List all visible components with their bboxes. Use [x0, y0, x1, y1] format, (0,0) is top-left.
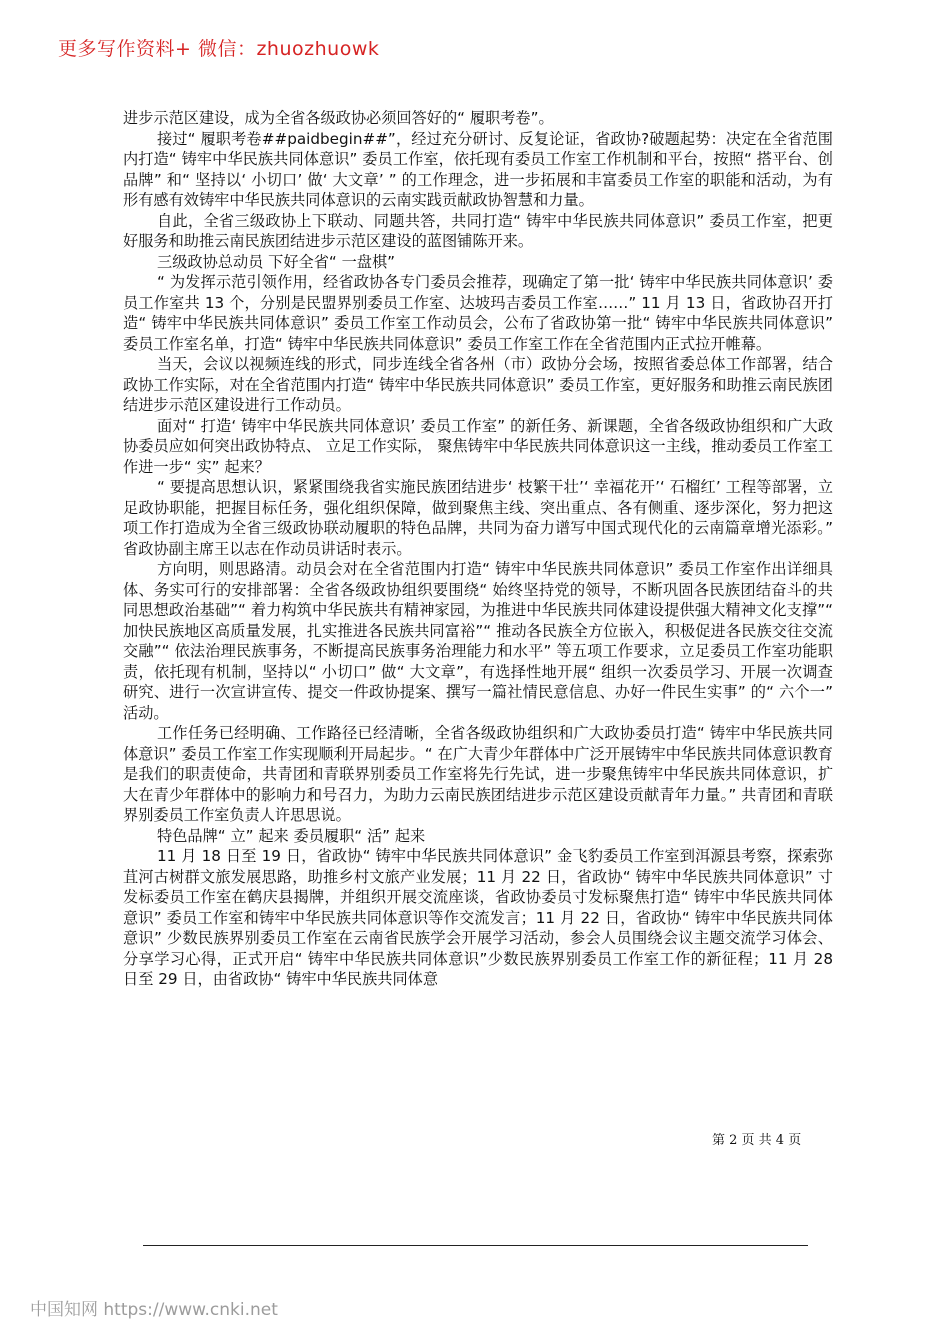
article-body — [123, 108, 833, 990]
paragraph: 工作任务已经明确、工作路径已经清晰，全省各级政协组织和广大政协委员打造“ 铸牢中华民族共同体意识” 委员工作室工作实现顺利开局起步。“ 在广大青少年群体中广泛开展铸牢中华民族共同体意识教育是我们的职责使命，共青团和青联界别委员工作室将先行先试，进一步聚焦铸牢中华民族共同体意识，扩大在青少年群体中的影响力和号召力，为助力云南民族团结进步示范区建设贡献青年力量。” 共青团和青联界别委员工作室负责人许思思说。 — [123, 724, 833, 824]
paragraph: 自此，全省三级政协上下联动、同题共答，共同打造“ 铸牢中华民族共同体意识” 委员工作室，把更好服务和助推云南民族团结进步示范区建设的蓝图铺陈开来。 — [123, 211, 833, 250]
paragraph: 当天，会议以视频连线的形式，同步连线全省各州（市）政协分会场，按照省委总体工作部署，结合政协工作实际，对在全省范围内打造“ 铸牢中华民族共同体意识” 委员工作室，更好服务和助推云南民族团结进步示范区建设进行工作动员。 — [123, 355, 833, 414]
cnki-watermark: 中国知网 https://www.cnki.net — [30, 1300, 278, 1320]
paragraph: 特色品牌“ 立” 起来 委员履职“ 活” 起来 — [157, 826, 426, 845]
paragraph: “ 要提高思想认识，紧紧围绕我省实施民族团结进步‘ 枝繁干壮’‘ 幸福花开’‘ 石榴红’ 工程等部署，立足政协职能，把握目标任务，强化组织保障，做到聚焦主线、突出重点、各有侧重、逐步深化，努力把这项工作打造成为全省三级政协联动履职的特色品牌，共同为奋力谱写中国式现代化的云南篇章增光添彩。” 省政协副主席王以志在作动员讲话时表示。 — [123, 478, 833, 558]
footer-divider — [143, 1245, 808, 1246]
promo-header: 更多写作资料+ 微信：zhuozhuowk — [58, 38, 380, 60]
paragraph: 进步示范区建设，成为全省各级政协必须回答好的“ 履职考卷”。 — [123, 109, 554, 127]
paragraph: 三级政协总动员 下好全省“ 一盘棋” — [157, 252, 396, 271]
paragraph: “ 为发挥示范引领作用，经省政协各专门委员会推荐，现确定了第一批‘ 铸牢中华民族共同体意识’ 委员工作室共 13 个，分别是民盟界别委员工作室、达坡玛吉委员工作室……” 11 月 13 日，省政协召开打造“ 铸牢中华民族共同体意识” 委员工作室工作动员会，公布了省政协第一批“ 铸牢中华民族共同体意识” 委员工作室名单，打造“ 铸牢中华民族共同体意识” 委员工作室工作在全省范围内正式拉开帷幕。 — [123, 273, 833, 353]
paragraph: 方向明，则思路清。动员会对在全省范围内打造“ 铸牢中华民族共同体意识” 委员工作室作出详细具体、务实可行的安排部署：全省各级政协组织要围绕“ 始终坚持党的领导，不断巩固各民族团结奋斗的共同思想政治基础”“ 着力构筑中华民族共有精神家园，为推进中华民族共同体建设提供强大精神文化支撑”“ 加快民族地区高质量发展，扎实推进各民族共同富裕”“ 推动各民族全方位嵌入，积极促进各民族交往交流交融”“ 依法治理民族事务，不断提高民族事务治理能力和水平” 等五项工作要求，立足委员工作室功能职责，依托现有机制，坚持以“ 小切口” 做“ 大文章”，有选择性地开展“ 组织一次委员学习、开展一次调查研究、进行一次宣讲宣传、提交一件政协提案、撰写一篇社情民意信息、办好一件民生实事” 的“ 六个一” 活动。 — [123, 560, 833, 722]
page-number: 第 2 页 共 4 页 — [712, 1133, 802, 1148]
paragraph: 面对“ 打造‘ 铸牢中华民族共同体意识’ 委员工作室” 的新任务、新课题，全省各级政协组织和广大政协委员应如何突出政协特点、 立足工作实际， 聚焦铸牢中华民族共同体意识这一主线，推动委员工作室工作进一步“ 实” 起来？ — [123, 416, 833, 476]
paragraph: 11 月 18 日至 19 日，省政协“ 铸牢中华民族共同体意识” 金飞豹委员工作室到洱源县考察，探索弥苴河古树群文旅发展思路，助推乡村文旅产业发展；11 月 22 日，省政协“ 铸牢中华民族共同体意识” 寸发标委员工作室在鹤庆县揭牌，并组织开展交流座谈，省政协委员寸发标聚焦打造“ 铸牢中华民族共同体意识” 委员工作室和铸牢中华民族共同体意识等作交流发言；11 月 22 日，省政协“ 铸牢中华民族共同体意识” 少数民族界别委员工作室在云南省民族学会开展学习活动，参会人员围绕会议主题交流学习体会、分享学习心得，正式开启“ 铸牢中华民族共同体意识”少数民族界别委员工作室工作的新征程；11 月 28 日至 29 日，由省政协“ 铸牢中华民族共同体意 — [123, 847, 833, 988]
paragraph: 接过“ 履职考卷##paidbegin##”，经过充分研讨、反复论证，省政协?破题起势：决定在全省范围内打造“ 铸牢中华民族共同体意识” 委员工作室，依托现有委员工作室工作机制和平台，按照“ 搭平台、创品牌” 和“ 坚持以‘ 小切口’ 做‘ 大文章’ ” 的工作理念，进一步拓展和丰富委员工作室的职能和活动，为有形有感有效铸牢中华民族共同体意识的云南实践贡献政协智慧和力量。 — [123, 129, 833, 209]
